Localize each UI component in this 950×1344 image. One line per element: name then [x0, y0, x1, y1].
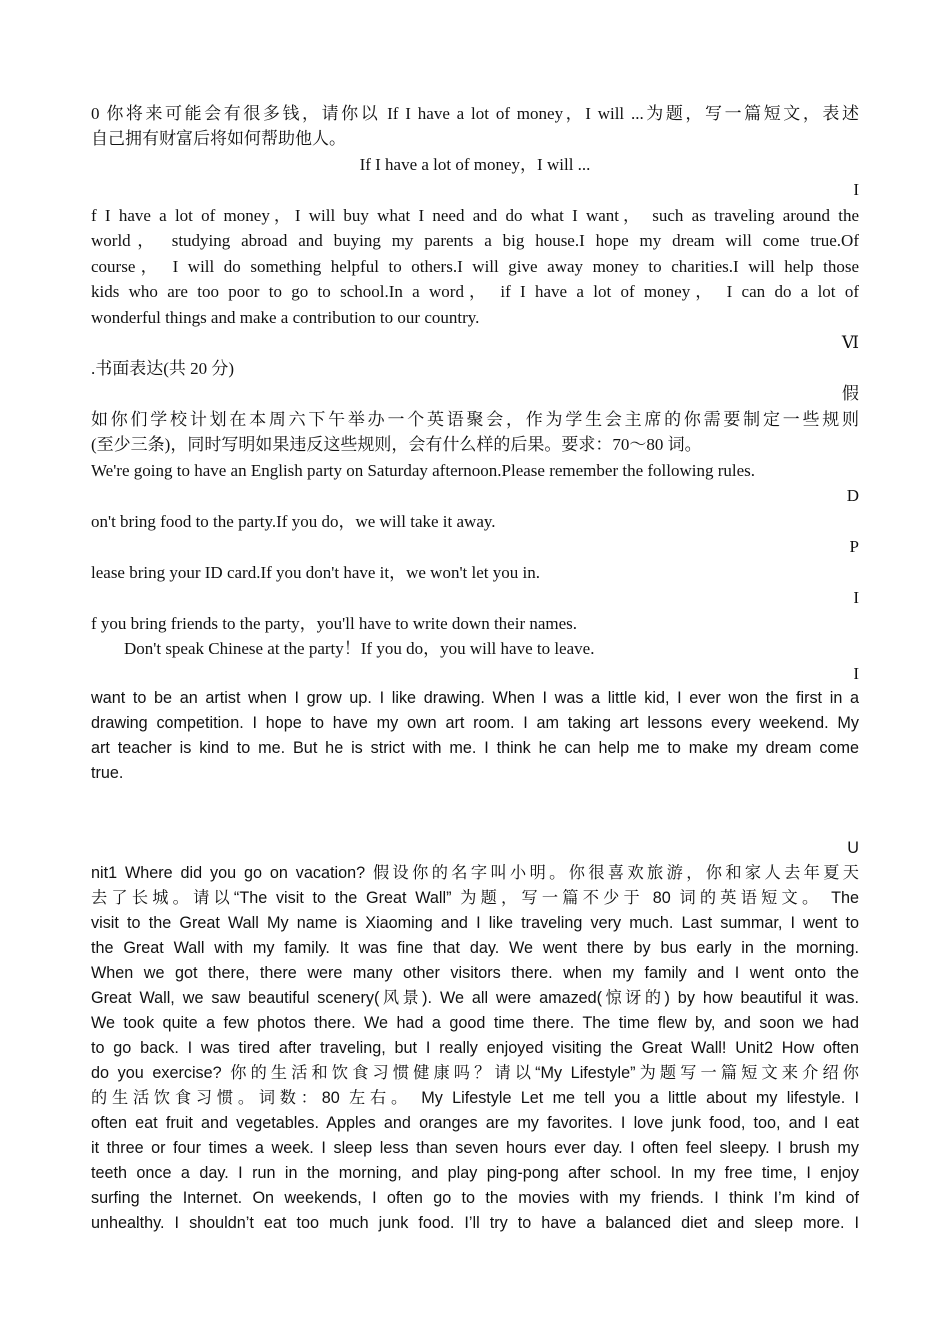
text-line: If I have a lot of money，I will ... — [359, 155, 591, 174]
text-line: 0 你将来可能会有很多钱，请你以 If I have a lot of money，I will ...为题，写一篇短文，表述 — [91, 104, 859, 123]
text-line: art teacher is kind to me. But he is strict with me. I think he can help me to make my dream come — [91, 739, 859, 757]
text-line: teeth once a day. I run in the morning, and play ping-pong after school. In my free time, I enjoy — [91, 1164, 859, 1182]
text-line: drawing competition. I hope to have my own art room. I am taking art lessons every weekend. My — [91, 714, 859, 732]
text-line: f I have a lot of money，I will buy what I need and do what I want， such as traveling around the — [91, 206, 859, 225]
text-line: unhealthy. I shouldn’t eat too much junk food. I’ll try to have a balanced diet and sleep more. I — [91, 1214, 859, 1232]
text-line: Don't speak Chinese at the party！If you do，you will have to leave. — [124, 639, 595, 658]
text-line: surfing the Internet. On weekends, I often go to the movies with my friends. I think I’m kind of — [91, 1189, 859, 1207]
text-line: true. — [91, 764, 124, 782]
text-line: it three or four times a week. I sleep less than seven hours ever day. I often feel sleepy. I brush my — [91, 1139, 859, 1157]
text-line: I — [853, 180, 859, 199]
text-line: want to be an artist when I grow up. I like drawing. When I was a little kid, I ever won the first in a — [91, 689, 859, 707]
text-line: do you exercise? 你的生活和饮食习惯健康吗？请以“My Lifestyle”为题写一篇短文来介绍你 — [91, 1064, 859, 1082]
text-line: 去了长城。请以“The visit to the Great Wall” 为题，写一篇不少于 80 词的英语短文。 The — [91, 889, 859, 907]
text-line: to go back. I was tired after traveling, but I really enjoyed visiting the Great Wall! Unit2 How often — [91, 1039, 859, 1057]
text-line: I — [853, 664, 859, 683]
text-line: visit to the Great Wall My name is Xiaoming and I like traveling very much. Last summar, I went to — [91, 914, 859, 932]
text-line: P — [849, 537, 859, 556]
text-line: We took quite a few photos there. We had a good time there. The time flew by, and soon we had — [91, 1014, 859, 1032]
text-line: lease bring your ID card.If you don't have it，we won't let you in. — [91, 563, 540, 582]
text-line: Ⅵ — [841, 333, 859, 352]
text-line: Great Wall, we saw beautiful scenery(风景). We all were amazed(惊讶的) by how beautiful it was. — [91, 989, 859, 1007]
text-line: kids who are too poor to go to school.In a word， if I have a lot of money， I can do a lot of — [91, 282, 859, 301]
text-line: on't bring food to the party.If you do，we will take it away. — [91, 512, 496, 531]
text-line: 假 — [842, 384, 859, 403]
text-line: We're going to have an English party on Saturday afternoon.Please remember the following rules. — [91, 461, 756, 480]
text-line: 自己拥有财富后将如何帮助他人。 — [91, 129, 346, 148]
text-line: wonderful things and make a contribution to our country. — [91, 308, 480, 327]
text-line: (至少三条)，同时写明如果违反这些规则，会有什么样的后果。要求：70～80 词。 — [91, 435, 702, 454]
text-line: I — [853, 588, 859, 607]
text-line: 的生活饮食习惯。词数：80 左右。 My Lifestyle Let me tell you a little about my lifestyle. I — [91, 1089, 859, 1107]
text-line: When we got there, there were many other visitors there. when my family and I went onto the — [91, 964, 859, 982]
text-line: the Great Wall with my family. It was fine that day. We went there by bus early in the morning. — [91, 939, 859, 957]
text-line: world， studying abroad and buying my parents a big house.I hope my dream will come true.Of — [91, 231, 859, 250]
text-line: D — [846, 486, 859, 505]
text-line: .书面表达(共 20 分) — [91, 359, 235, 378]
text-line: 如你们学校计划在本周六下午举办一个英语聚会，作为学生会主席的你需要制定一些规则 — [91, 410, 859, 429]
text-line: f you bring friends to the party，you'll have to write down their names. — [91, 614, 578, 633]
text-line: often eat fruit and vegetables. Apples and oranges are my favorites. I love junk food, too, and I eat — [91, 1114, 859, 1132]
text-line: nit1 Where did you go on vacation? 假设你的名字叫小明。你很喜欢旅游，你和家人去年夏天 — [91, 864, 859, 882]
text-line: U — [847, 839, 859, 857]
text-line: course， I will do something helpful to others.I will give away money to charities.I will help those — [91, 257, 859, 276]
